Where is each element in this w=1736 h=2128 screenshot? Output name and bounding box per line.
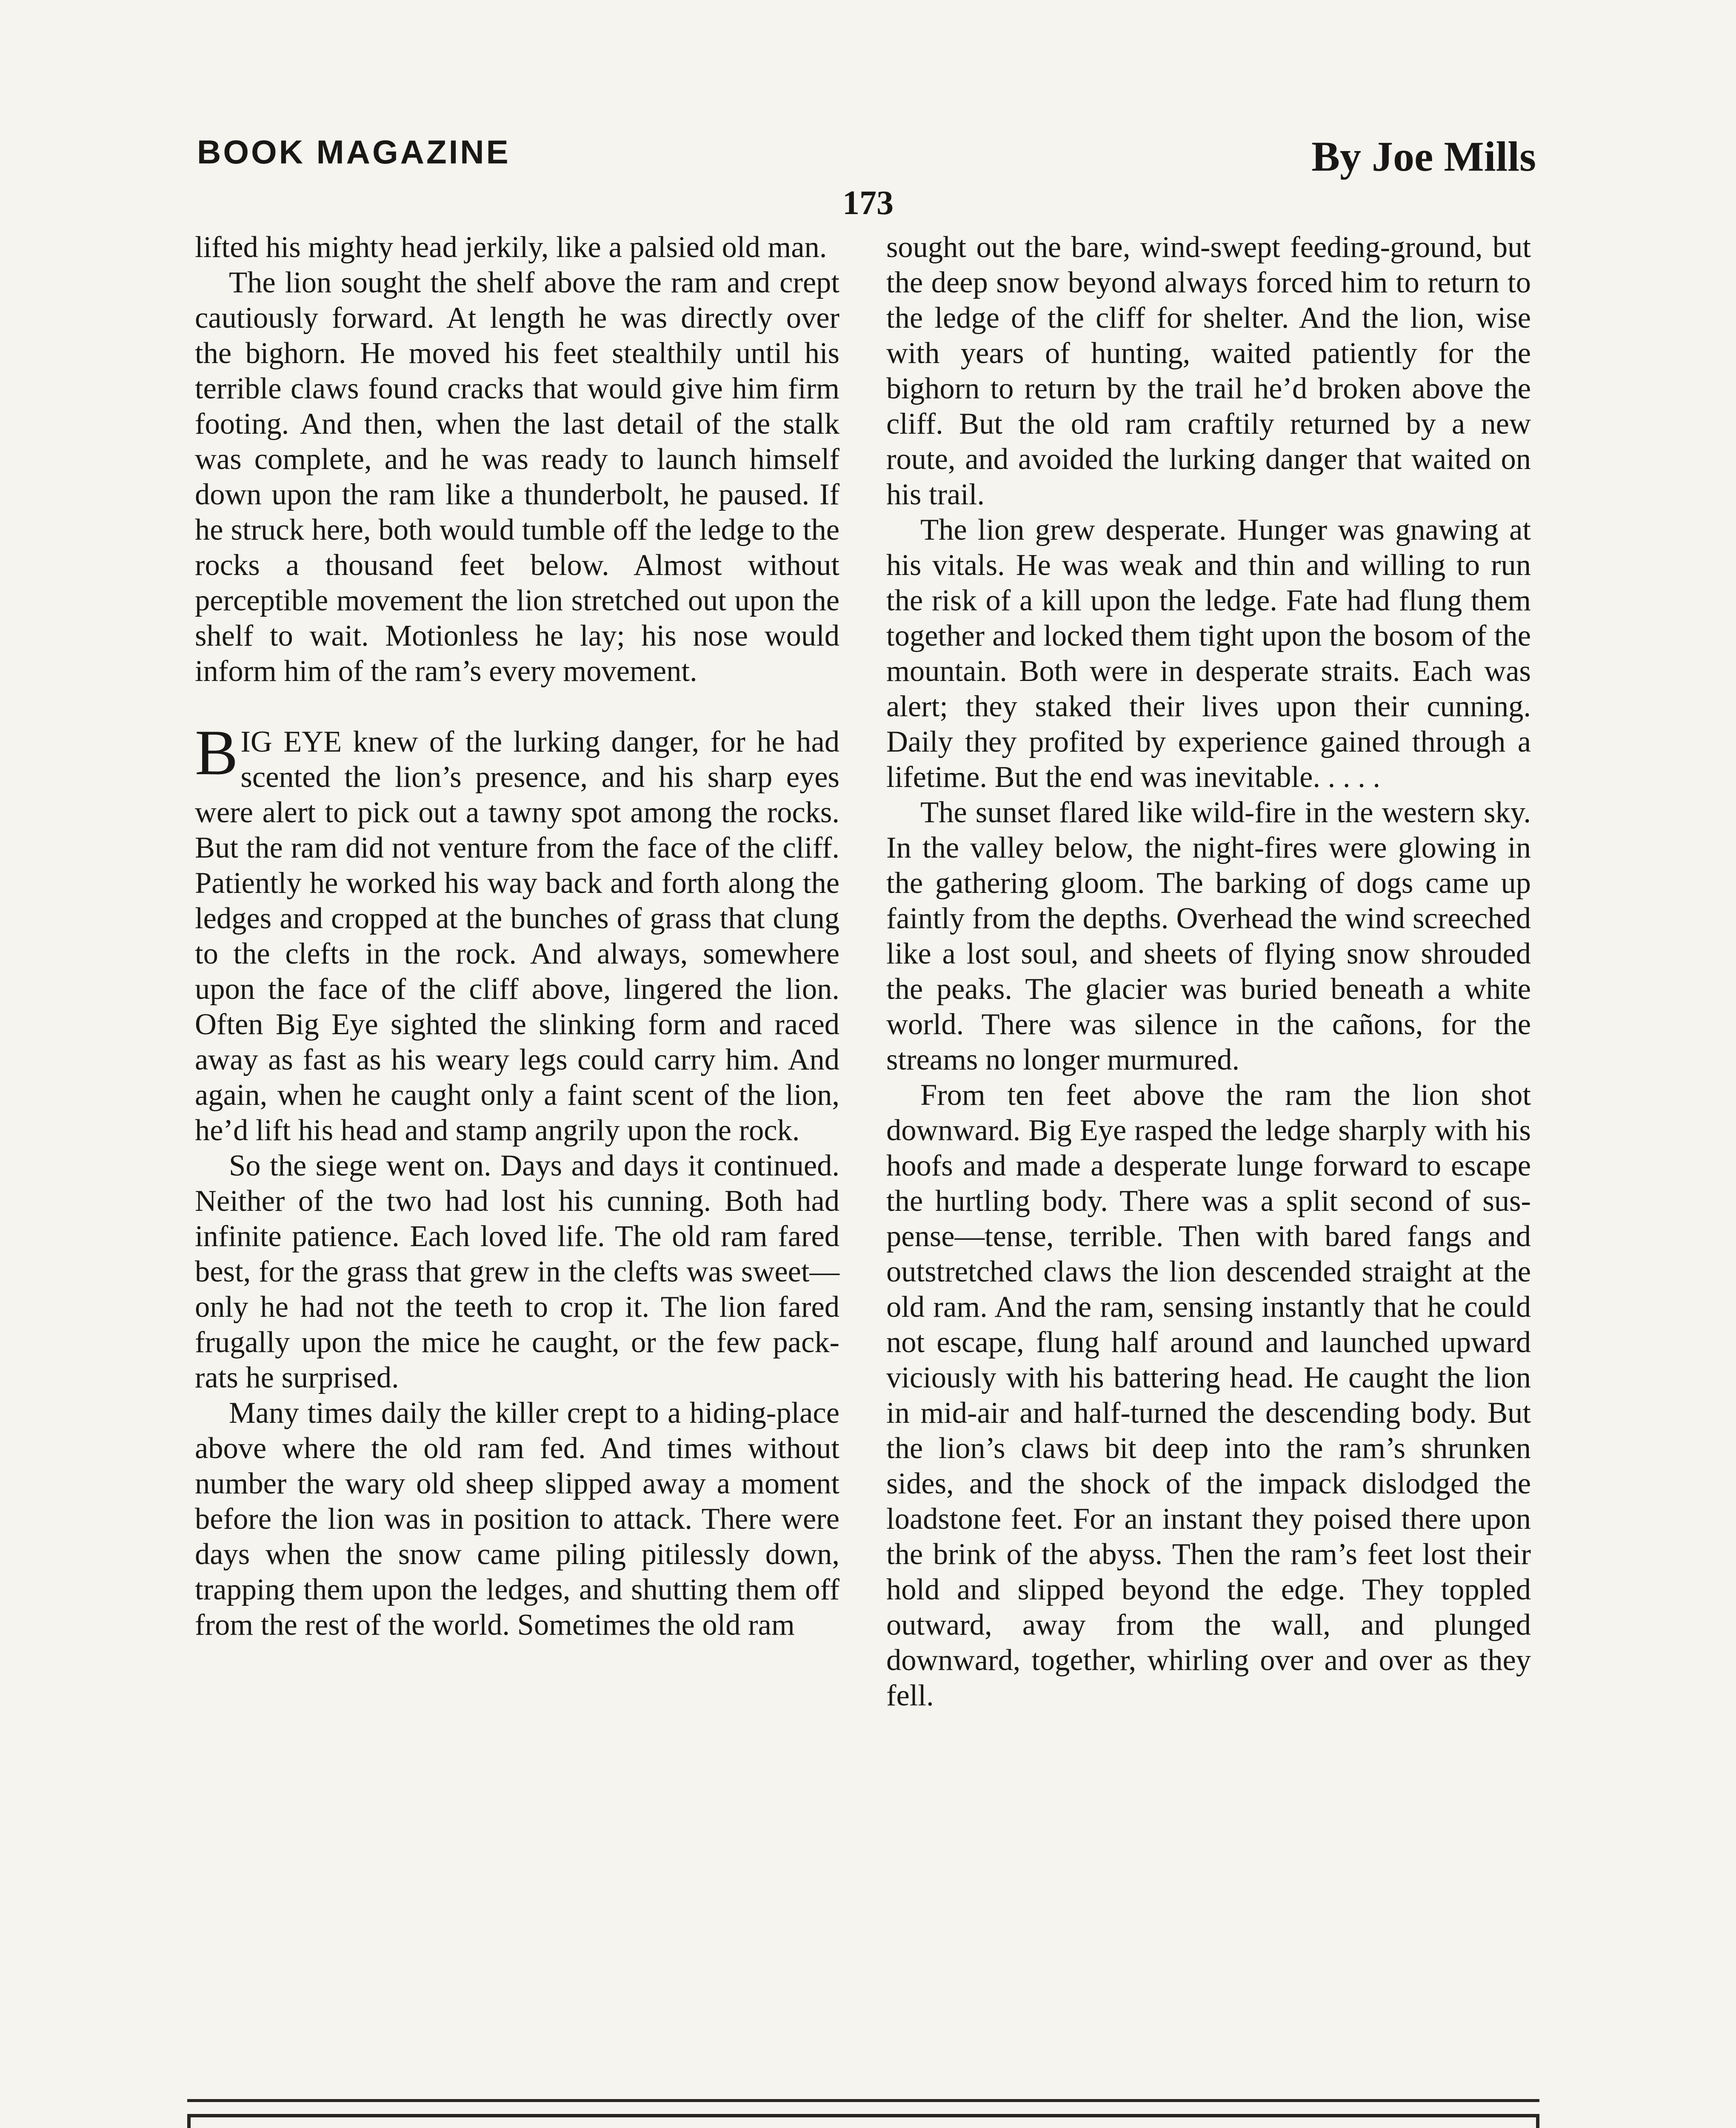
- next-story-notice-box: [187, 2114, 1539, 2128]
- magazine-title: BOOK MAGAZINE: [197, 133, 511, 171]
- left-paragraph-2: The lion sought the shelf above the ram and crept cautiously forward. At length he was directly over the bighorn. He moved his feet stealthily until his terrible claws found cracks that would give him firm footing. And then, when the last detail of the stalk was complete, and he was ready to launch himself down upon the ram like a thunderbolt, he paused. If he struck here, both would tumble off the ledge to the rocks a thousand feet below. Almost without perceptible movement the lion stretched out upon the shelf to wait. Motionless he lay; his nose would inform him of the ram’s every movement.: [195, 266, 839, 688]
- right-paragraph-2: The lion grew desperate. Hunger was gnawing at his vitals. He was weak and thin and willing to run the risk of a kill upon the ledge. Fate had flung them together and locked them tight upon the bosom of the mountain. Both were in desperate straits. Each was alert; they staked their lives upon their cunning. Daily they profited by experience gained through a lifetime. But the end was inevitable. . . . .: [886, 513, 1531, 794]
- left-paragraph-4: So the siege went on. Days and days it continued. Neither of the two had lost his cunning. Both had infinite patience. Each loved life. The old ram fared best, for the grass that grew in the clefts was sweet—only he had not the teeth to crop it. The lion fared frugally upon the mice he caught, or the few pack-rats he surprised.: [195, 1149, 839, 1394]
- author-byline: By Joe Mills: [1311, 133, 1536, 180]
- page-number: 173: [842, 184, 894, 222]
- top-rule-divider: [187, 2099, 1539, 2102]
- section-start-paragraph: [195, 717, 839, 1148]
- right-column: [886, 230, 1531, 1713]
- left-paragraph-1: lifted his mighty head jerkily, like a palsied old man.: [195, 231, 827, 264]
- right-paragraph-4: From ten feet above the ram the lion shot downward. Big Eye rasped the ledge sharply with his hoofs and made a desperate lunge forward to escape the hurtling body. There was a split second of suspense—tense, terrible. Then with bared fangs and outstretched claws the lion descended straight at the old ram. And the ram, sensing instantly that he could not escape, flung half around and launched upward viciously with his battering head. He caught the lion in mid-air and half-turned the descending body. But the lion’s claws bit deep into the ram’s shrunken sides, and the shock of the impack dislodged the loadstone feet. For an instant they poised there upon the brink of the abyss. Then the ram’s feet lost their hold and slipped beyond the edge. They toppled outward, away from the wall, and plunged downward, together, whirling over and over as they fell.: [886, 1078, 1531, 1712]
- right-paragraph-3: The sunset flared like wild-fire in the western sky. In the valley below, the night-fires were glowing in the gathering gloom. The barking of dogs came up faintly from the depths. Overhead the wind screeched like a lost soul, and sheets of flying snow shrouded the peaks. The glacier was buried beneath a white world. There was silence in the cañons, for the streams no longer murmured.: [886, 796, 1531, 1076]
- right-paragraph-1: sought out the bare, wind-swept feeding-ground, but the deep snow beyond always forced him to return to the ledge of the cliff for shelter. And the lion, wise with years of hunting, waited patiently for the bighorn to return by the trail he’d broken above the cliff. But the old ram craftily returned by a new route, and avoided the lurking danger that waited on his trail.: [886, 231, 1531, 511]
- section-start-text: IG EYE knew of the lurking danger, for he had scented the lion’s presence, and his sharp eyes were alert to pick out a tawny spot among the rocks. But the ram did not venture from the face of the cliff. Patiently he worked his way back and forth along the ledges and cropped at the bunches of grass that clung to the clefts in the rock. And always, somewhere upon the face of the cliff above, lingered the lion. Often Big Eye sighted the slinking form and raced away as fast as his weary legs could carry him. And again, when he caught only a faint scent of the lion, he’d lift his head and stamp angrily upon the rock.: [195, 725, 839, 1147]
- drop-cap: B: [195, 717, 238, 788]
- left-column: [195, 230, 839, 1643]
- left-paragraph-5: Many times daily the killer crept to a hiding-place above where the old ram fed. And times without number the wary old sheep slipped away a moment before the lion was in position to attack. There were days when the snow came piling pitilessly down, trapping them upon the ledges, and shutting them off from the rest of the world. Sometimes the old ram: [195, 1396, 839, 1642]
